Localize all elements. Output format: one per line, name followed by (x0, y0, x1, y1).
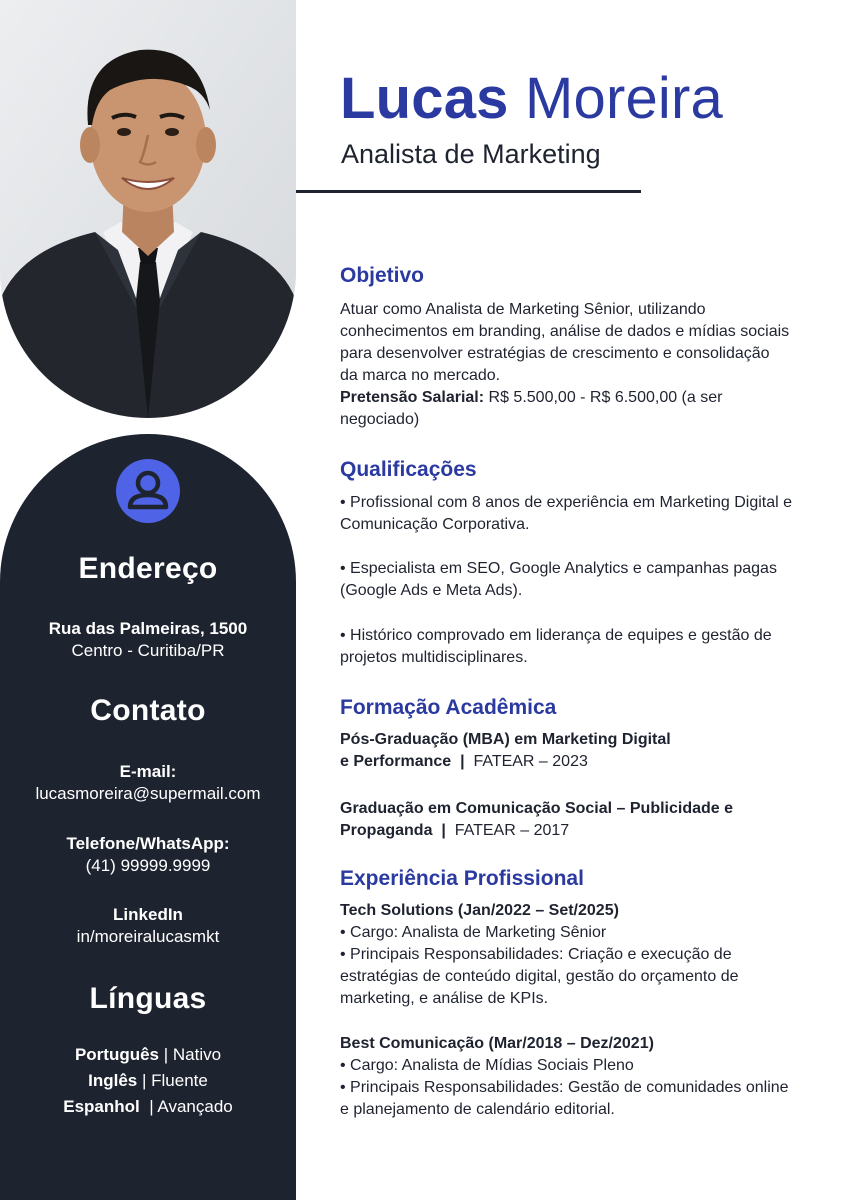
user-icon (116, 459, 180, 523)
sidebar-panel (0, 434, 296, 1200)
experience-item: Tech Solutions (Jan/2022 – Set/2025) • Cargo: Analista de Marketing Sênior • Principais Responsabilidades: Criação e execução de estratégias de conteúdo digital, gestão do orçamento de marketing, e análise de KPIs. (340, 902, 739, 1007)
qualifications-heading: Qualificações (340, 458, 477, 481)
qualification-item: • Profissional com 8 anos de experiência em Marketing Digital e Comunicação Corporativa. (340, 494, 793, 533)
address-heading: Endereço (78, 552, 218, 585)
language-item: Português | Nativo (74, 1045, 222, 1064)
email-link[interactable]: lucasmoreira@supermail.com (35, 784, 261, 803)
experience-heading: Experiência Profissional (340, 867, 584, 890)
first-name: Lucas (340, 66, 509, 131)
language-item: Espanhol | Avançado (63, 1097, 233, 1116)
profile-photo (0, 0, 296, 418)
objective-text: Atuar como Analista de Marketing Sênior, utilizando conhecimentos em branding, análise de dados e mídias sociais para desenvolver estratégias de crescimento e consolidação da marca no mercado. Pretensão Salarial: R$ 5.500,00 - R$ 6.500,00 (a ser negociado) (340, 301, 790, 428)
education-item: Pós-Graduação (MBA) em Marketing Digital e Performance | FATEAR – 2023 (340, 731, 671, 770)
phone-link[interactable]: (41) 99999.9999 (85, 856, 211, 875)
languages-heading: Línguas (89, 982, 207, 1015)
experience-item: Best Comunicação (Mar/2018 – Dez/2021) • Cargo: Analista de Mídias Sociais Pleno • Principais Responsabilidades: Gestão de comunidades online e planejamento de calendário editorial. (340, 1035, 789, 1118)
email-label: E-mail: (119, 762, 177, 781)
education-item: Graduação em Comunicação Social – Publicidade e Propaganda | FATEAR – 2017 (340, 800, 734, 839)
phone-label: Telefone/WhatsApp: (66, 834, 230, 853)
qualification-item: • Histórico comprovado em liderança de equipes e gestão de projetos multidisciplinares. (340, 627, 772, 666)
address-line2: Centro - Curitiba/PR (71, 641, 225, 660)
job-title: Analista de Marketing (341, 139, 601, 169)
last-name: Moreira (524, 66, 723, 131)
linkedin-link[interactable]: in/moreiralucasmkt (76, 927, 220, 946)
education-heading: Formação Acadêmica (340, 696, 557, 719)
address-line1: Rua das Palmeiras, 1500 (48, 619, 248, 638)
qualification-item: • Especialista em SEO, Google Analytics e campanhas pagas (Google Ads e Meta Ads). (340, 560, 777, 599)
candidate-name (340, 66, 723, 132)
objective-heading: Objetivo (340, 264, 425, 287)
header-divider (296, 190, 641, 193)
contact-heading: Contato (90, 694, 206, 727)
linkedin-label: LinkedIn (113, 905, 183, 924)
language-item: Inglês | Fluente (88, 1071, 208, 1090)
